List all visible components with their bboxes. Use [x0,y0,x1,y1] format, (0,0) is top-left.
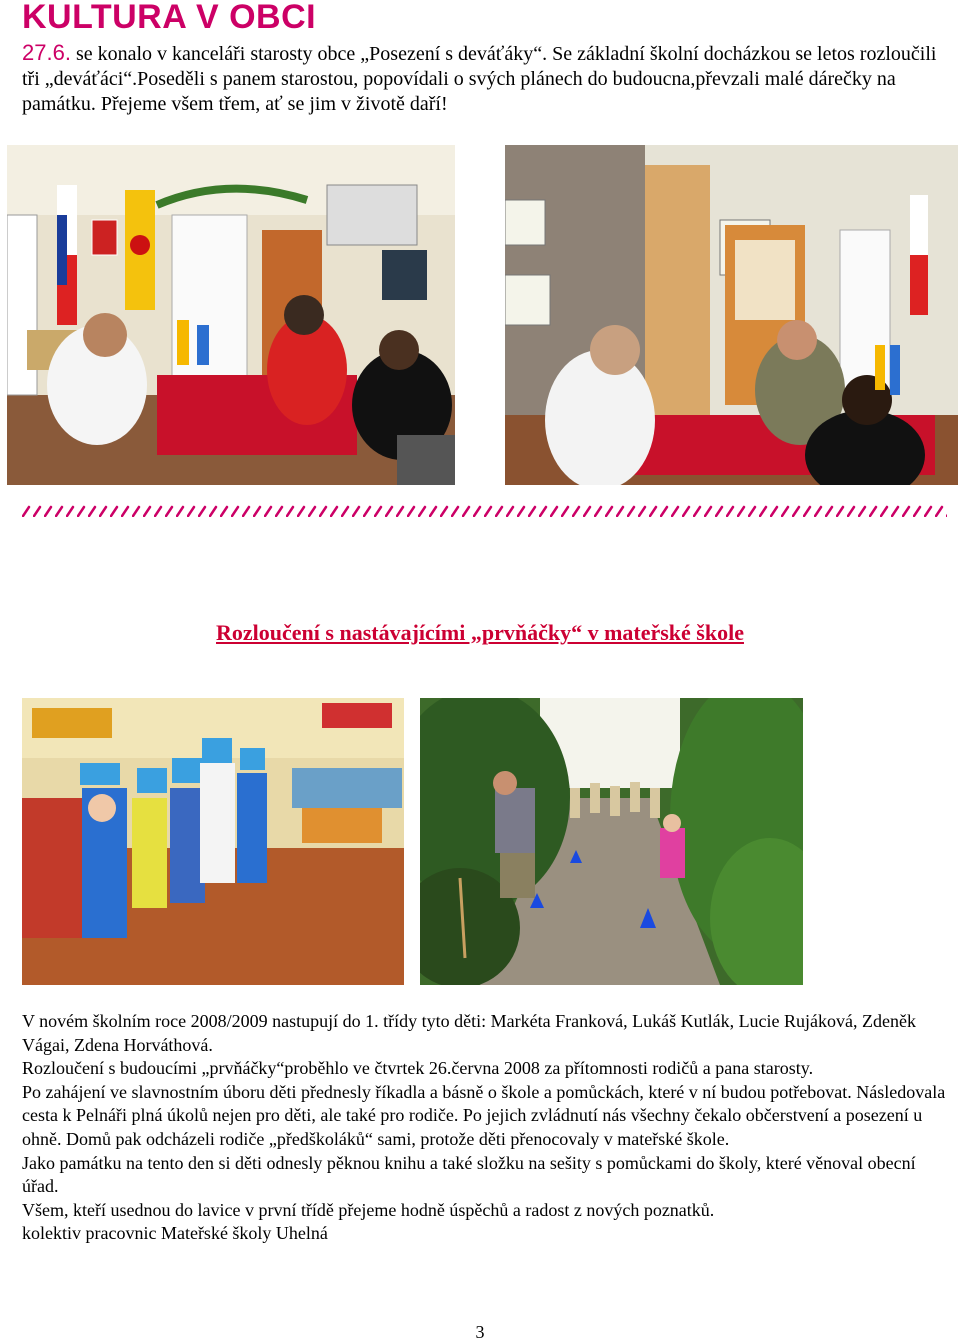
paragraph-farewell-date: Rozloučení s budoucími „prvňáčky“proběhlo ve čtvrtek 26.června 2008 za přítomnosti rodičů a pana starosty. [22,1058,814,1079]
section-subtitle: Rozloučení s nastávajícími „prvňáčky“ v mateřské škole [216,620,744,645]
intro-paragraph [22,40,942,117]
page-number: 3 [475,1322,485,1342]
article-body [22,1010,947,1246]
photo-forest-path-activity [420,698,803,985]
event-date: 27.6. [22,40,71,65]
photo-office-meeting-left [7,145,455,485]
signature-line: kolektiv pracovnic Mateřské školy Uhelná [22,1223,328,1244]
intro-text: se konalo v kanceláři starosty obce „Posezení s deváťáky“. Se základní školní docházkou se letos rozloučili tři „deváťáci“.Poseděli s panem starostou, popovídali o svých plánech do budoucna,převzali malé dárečky na památku. Přejeme všem třem, ať se jim v životě daří! [22,43,937,115]
photo-children-with-hats [22,698,404,985]
decorative-divider [22,505,947,517]
paragraph-enrolled-children: V novém školním roce 2008/2009 nastupují do 1. třídy tyto děti: Markéta Franková, Lukáš Kutlák, Lucie Rujáková, Zdeněk Vágai, Zdena Horváthová. [22,1011,916,1055]
paragraph-gifts: Jako památku na tento den si děti odnesly pěknou knihu a také složku na sešity s pomůckami do školy, které věnoval obecní úřad. [22,1152,916,1197]
paragraph-wishes: Všem, kteří usednou do lavice v první třídě přejeme hodně úspěchů a radost z nových poznatků. [22,1199,715,1220]
photo-office-meeting-right [505,145,958,485]
paragraph-program: Po zahájení ve slavnostním úboru děti přednesly říkadla a básně o škole a pomůckách, které v ní budou potřebovat. Následovala cesta k Pelnáři plná úkolů nejen pro děti, ale také pro rodiče. Po jejich zvládnutí nás všechny čekalo občerstvení a posezení u ohně. Domů pak odcházeli rodiče „předškoláků“ sami, protože děti přenocovaly v mateřské škole. [22,1081,946,1149]
page-heading: KULTURA V OBCI [22,0,317,36]
